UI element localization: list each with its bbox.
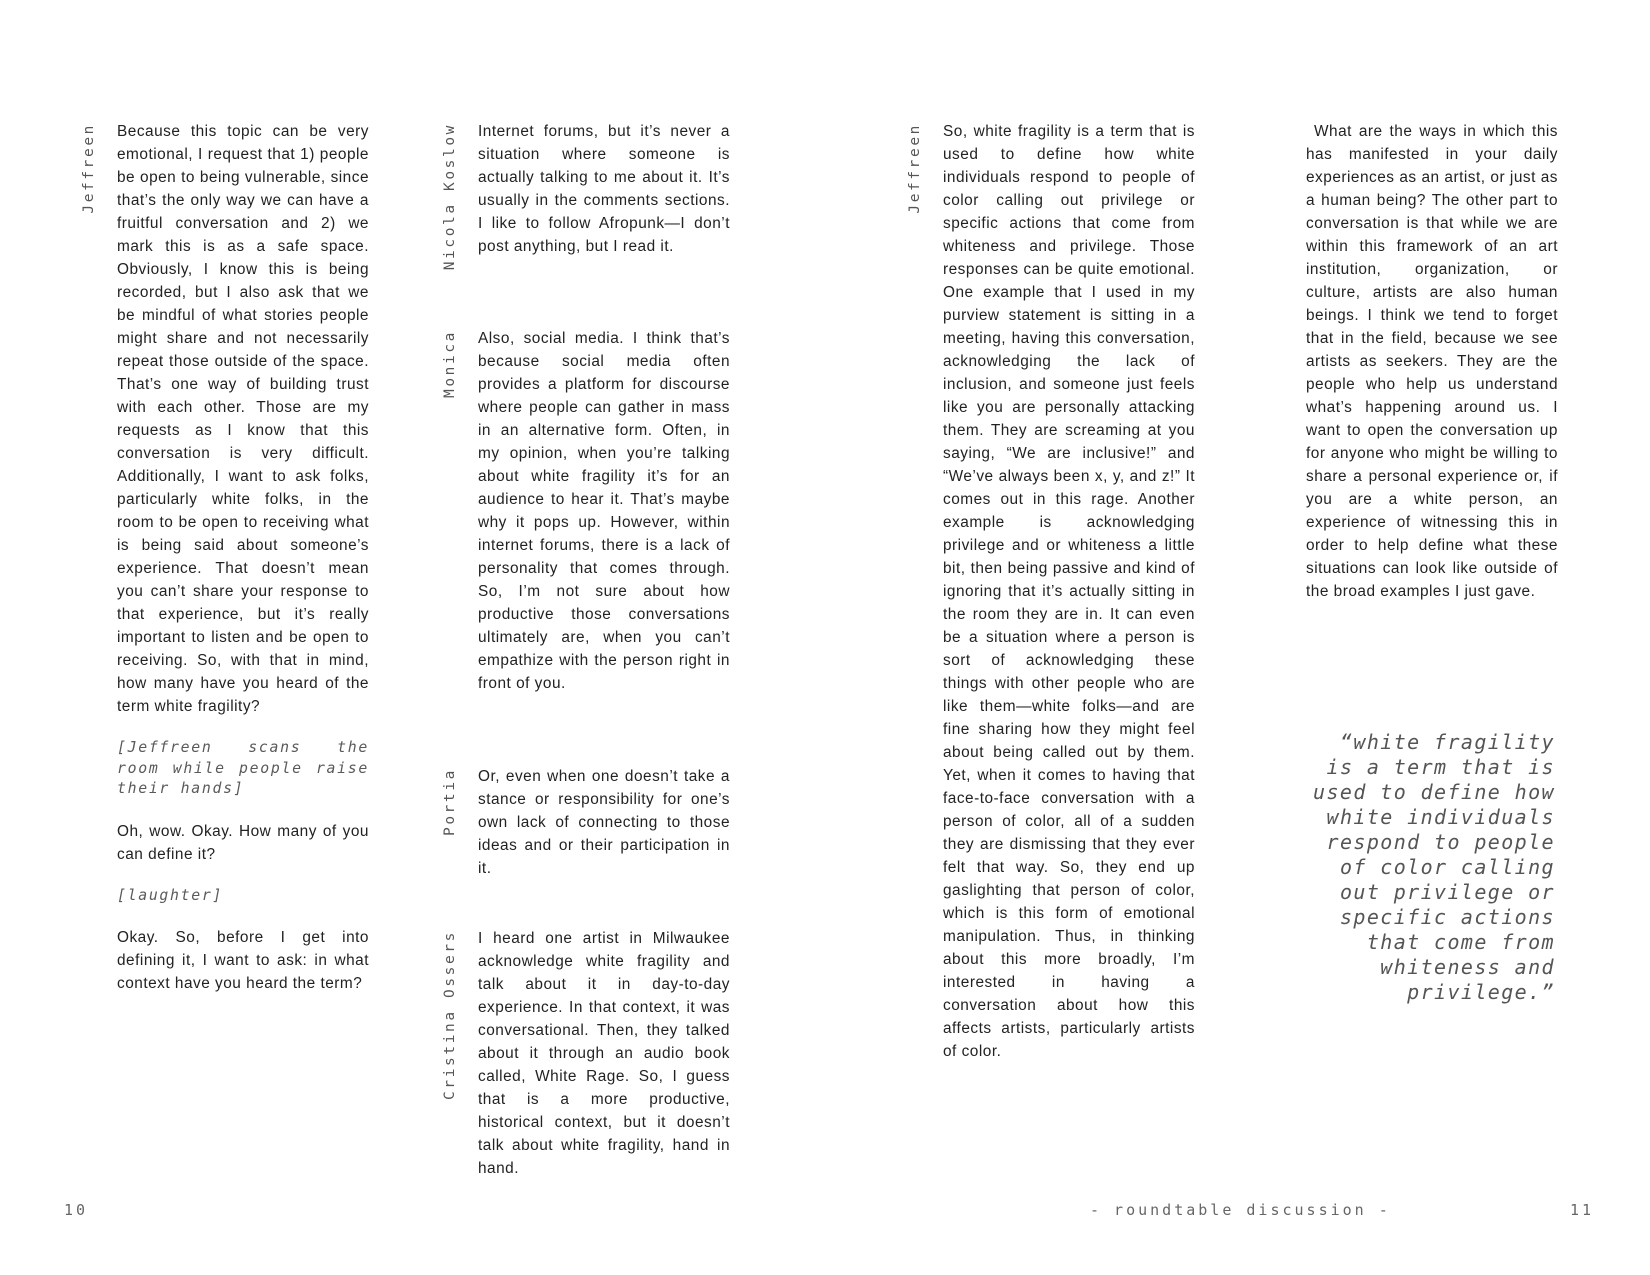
stage-direction: [Jeffreen scans the room while people raise their hands]	[117, 739, 369, 797]
text-column-4	[1306, 120, 1558, 603]
text-column-2	[478, 120, 730, 258]
paragraph: I heard one artist in Milwaukee acknowledge white fragility and talk about it in day-to-day experience. In that context, it was conversational. Then, they talked about it through an audio book called, White Rage. So, I guess that is a more productive, historical context, but it doesn’t talk about white fragility, hand in hand.	[478, 930, 730, 1177]
pull-quote: “white fragility is a term that is used to define how white individuals respond to people of color calling out privilege or specific actions that come from whiteness and privilege.”	[1313, 730, 1555, 1004]
page-number-right: 11	[1570, 1201, 1595, 1219]
text-column-2d	[478, 927, 730, 1180]
paragraph: Also, social media. I think that’s because social media often provides a platform for discourse where people can gather in mass in an alternative form. Often, in my opinion, when you’re talking about white fragility it’s for an audience to hear it. That’s maybe why it pops up. However, within internet forums, there is a lack of personality that comes through. So, I’m not sure about how productive those conversations ultimately are, when you can’t empathize with the person right in front of you.	[478, 330, 730, 692]
paragraph: Internet forums, but it’s never a situation where someone is actually talking to me about it. It’s usually in the comments sections. I like to follow Afropunk—I don’t post anything, but I read it.	[478, 123, 730, 255]
text-column-3	[943, 120, 1195, 1063]
page-number-left: 10	[64, 1201, 89, 1219]
paragraph: What are the ways in which this has manifested in your daily experiences as an artist, or just as a human being? The other part to conversation is that while we are within this framework of an art institution, organization, or culture, artists are also human beings. I think we tend to forget that in the field, because we see artists as seekers. They are the people who help us understand what’s happening around us. I want to open the conversation up for anyone who might be willing to share a personal experience or, if you are a white person, an experience of witnessing this in order to help define what these situations can look like outside of the broad examples I just gave.	[1306, 123, 1558, 600]
stage-direction: [laughter]	[117, 886, 224, 904]
paragraph: Or, even when one doesn’t take a stance or responsibility for one’s own lack of connecting to those ideas and or their participation in it.	[478, 768, 730, 877]
text-column-2c	[478, 765, 730, 880]
text-column-2b	[478, 327, 730, 695]
paragraph: Oh, wow. Okay. How many of you can define it?	[117, 822, 369, 863]
running-footer: - roundtable discussion -	[1090, 1201, 1391, 1219]
paragraph: Because this topic can be very emotional, I request that 1) people be open to being vulnerable, since that’s the only way we can have a fruitful conversation and 2) we mark this is as a safe space. Obviously, I know this is being recorded, but I also ask that we be mindful of what stories people might share and not necessarily repeat those outside of the space. That’s one way of building trust with each other. Those are my requests as I know that this conversation is very difficult. Additionally, I want to ask folks, particularly white folks, in the room to be open to receiving what is being said about someone’s experience. That doesn’t mean you can’t share your response to that experience, but it’s really important to listen and be open to receiving. So, with that in mind, how many have you heard of the term white fragility?	[117, 123, 369, 715]
paragraph: Okay. So, before I get into defining it, I want to ask: in what context have you heard the term?	[117, 929, 369, 992]
text-column-1	[117, 120, 369, 995]
paragraph: So, white fragility is a term that is used to define how white individuals respond to people of color calling out privilege or specific actions that come from whiteness and privilege. Those responses can be quite emotional. One example that I used in my purview statement is sitting in a meeting, having this conversation, acknowledging the lack of inclusion, and someone just feels like you are personally attacking them. They are screaming at you saying, “We are inclusive!” and “We’ve always been x, y, and z!” It comes out in this rage. Another example is acknowledging privilege and or whiteness a little bit, then being passive and kind of ignoring that it’s actually sitting in the room they are in. It can even be a situation where a person is sort of acknowledging these things with other people who are like them—white folks—and are fine sharing how they might feel about being called out by them. Yet, when it comes to having that face-to-face conversation with a person of color, all of a sudden they are dismissing that they ever felt that way. So, they end up gaslighting that person of color, which is this form of emotional manipulation. Thus, in thinking about this more broadly, I’m interested in having a conversation about how this affects artists, particularly artists of color.	[943, 123, 1195, 1060]
